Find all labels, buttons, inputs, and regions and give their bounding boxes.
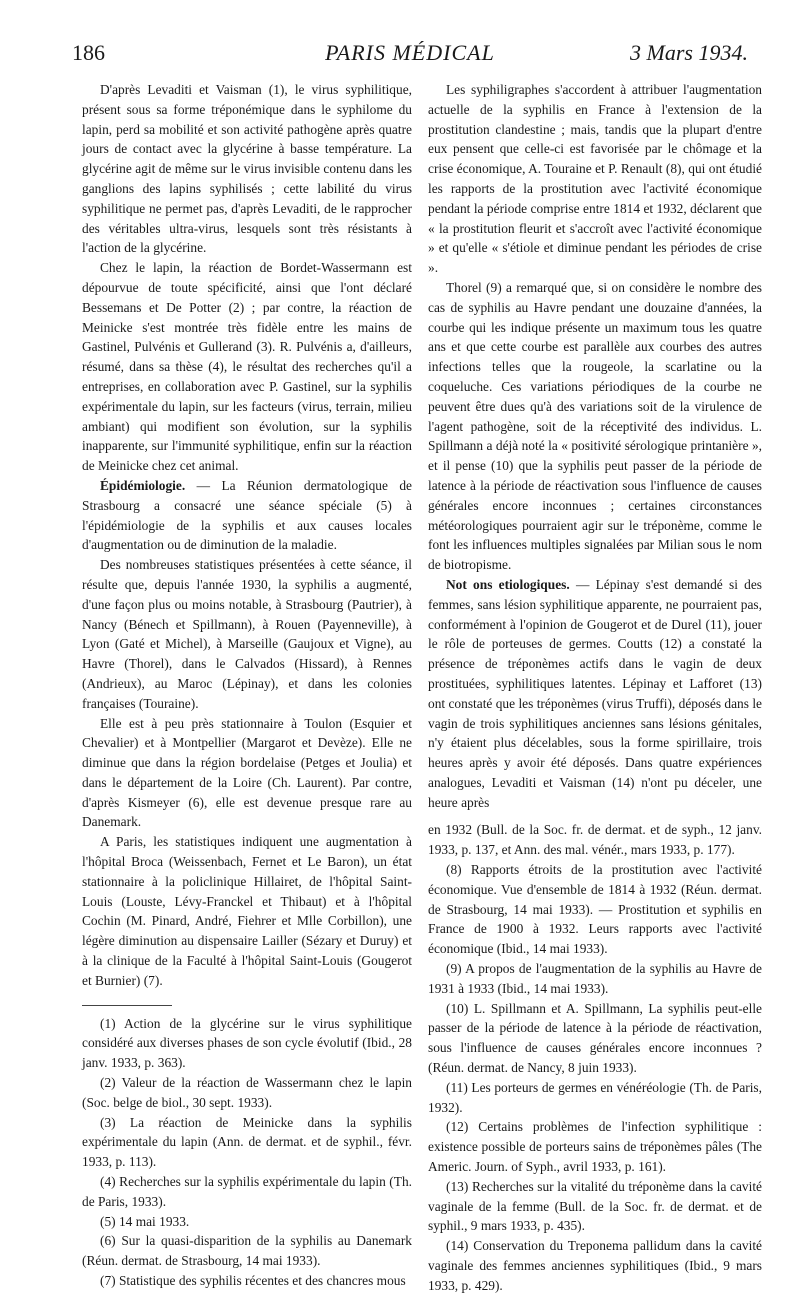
page-number: 186: [72, 40, 105, 65]
footnote: (2) Valeur de la réaction de Wassermann chez le lapin (Soc. belge de biol., 30 sept. 1933).: [82, 1075, 412, 1110]
footnote-divider: [82, 1005, 172, 1006]
issue-date: 3 Mars 1934.: [630, 40, 748, 65]
footnote: (13) Recherches sur la vitalité du tréponème dans la cavité vaginale de la femme (Bull. de la Soc. fr. de dermat. et de syphil., 9 mars 1933, p. 435).: [428, 1178, 762, 1234]
footnote: (11) Les porteurs de germes en vénéréologie (Th. de Paris, 1932).: [428, 1079, 762, 1115]
paragraph: Elle est à peu près stationnaire à Toulon (Esquier et Chevalier) et à Montpellier (Margarot et Devèze). Elle ne diminue que dans la région bordelaise (Petges et Joulia) et dans le département de la Loire (Ch. Laurent). Par contre, d'après Kismeyer (6), elle est devenue presque rare au Danemark.: [82, 715, 412, 830]
footnote: (7) Statistique des syphilis récentes et des chancres mous: [100, 1273, 406, 1289]
footnote: (9) A propos de l'augmentation de la syphilis au Havre de 1931 à 1933 (Ibid., 14 mai 1933).: [428, 961, 762, 996]
paragraph: Des nombreuses statistiques présentées à cette séance, il résulte que, depuis l'année 1930, la syphilis a augmenté, d'une façon plus ou moins notable, à Strasbourg (Pautrier), à Nancy (Bénech et Spillmann), à Rouen (Payenneville), à Lyon (Gaté et Michel), à Marseille (Gaujoux et Vigne), au Havre (Thorel), dans le Calvados (Hissard), à Rennes (Andrieux), au Maroc (Lépinay), et dans les colonies françaises (Touraine).: [82, 557, 412, 711]
paragraph: D'après Levaditi et Vaisman (1), le virus syphilitique, présent sous sa forme tréponémique dans le syphilome du lapin, perd sa mobilité et son activité pathogène après quatre jours de contact avec la glycérine à basse température. La glycérine agit de même sur le virus invisible contenu dans les ganglions des lapins syphilisés ; cette labilité du virus syphilitique ne permet pas, d'après Levaditi, de le rapprocher des véritables ultra-virus, lesquels sont très résistants à l'action de la glycérine.: [82, 82, 412, 256]
paragraph: A Paris, les statistiques indiquent une augmentation à l'hôpital Broca (Weissenbach, Fernet et Le Baron), un état stationnaire à la policlinique Hillairet, de l'hôpital Saint-Louis (Louste, Lévy-Franckel et Thibaut) et à l'hôpital Cochin (M. Pinard, André, Fiehrer et Mlle Corbillon), une légère diminution au dispensaire Lailler (Sézary et Duruy) et à la clinique de la Faculté à l'hôpital Saint-Louis (Gougerot et Burnier) (7).: [82, 834, 412, 988]
paragraph: Chez le lapin, la réaction de Bordet-Wassermann est dépourvue de toute spécificité, ainsi que l'ont déclaré Bessemans et De Potter (2) ; par contre, la réaction de Meinicke s'est montrée très fidèle entre les mains de Gastinel, Pulvénis et Gullerand (3). R. Pulvénis a, d'ailleurs, résumé, dans sa thèse (4), le résultat des recherches qu'il a entreprises, en collaboration avec P. Gastinel, sur la syphilis expérimentale du lapin, sur les facteurs (virus, terrain, milieu ambiant) qui modifient son évolution, sur la syphilis inapparente, sur l'immunité syphilitique, enfin sur la réaction de Meinicke chez cet animal.: [82, 260, 412, 474]
paragraph: Les syphiligraphes s'accordent à attribuer l'augmentation actuelle de la syphilis en France à l'extension de la prostitution clandestine ; mais, tandis que la plupart d'entre eux pensent que celle-ci est favorisée par le chômage et la crise économique, A. Touraine et P. Renault (8), qui ont étudié les rapports de la prostitution avec l'activité économique pendant la période comprise entre 1814 et 1932, déclarent que « la prostitution fleurit et s'accroît avec l'activité économique » et qu'elle « s'étiole et diminue pendant les périodes de crise ».: [428, 82, 762, 276]
footnote-continuation: en 1932 (Bull. de la Soc. fr. de dermat. et de syph., 12 janv. 1933, p. 137, et Ann. des mal. vénér., mars 1933, p. 177).: [428, 822, 762, 858]
left-column: [82, 80, 412, 1291]
right-column: [428, 80, 762, 1296]
footnote: (4) Recherches sur la syphilis expérimentale du lapin (Th. de Paris, 1933).: [82, 1174, 412, 1209]
footnote: (12) Certains problèmes de l'infection syphilitique : existence possible de porteurs sains de tréponèmes pâles (The Americ. Journ. of Syph., avril 1933, p. 161).: [428, 1119, 762, 1175]
paragraph: Thorel (9) a remarqué que, si on considère le nombre des cas de syphilis au Havre pendant une douzaine d'années, la courbe qui les indique présente un maximum tous les quatre ans et que cette courbe est parallèle aux courbes des autres infections telles que la rougeole, la scarlatine ou la coqueluche. Ces variations périodiques de la courbe ne peuvent être dues qu'à des variations soit de la virulence de l'agent pathogène, soit de la réceptivité des individus. L. Spillmann a déjà noté la « positivité sérologique printanière », et il pense (10) que la syphilis peut passer de la période de latence à la période de réactivation sous l'influence de causes générales encore inconnues ; certaines circonstances météorologiques pourraient agir sur le tréponème, comme le font les influences multiples signalées par Milian sous le nom de biotropisme.: [428, 279, 762, 573]
footnote: (1) Action de la glycérine sur le virus syphilitique considéré aux diverses phases de son cycle évolutif (Ibid., 28 janv. 1933, p. 363).: [82, 1015, 412, 1071]
section-heading: Épidémiologie.: [100, 477, 186, 493]
page-header: [72, 40, 748, 70]
footnote: (14) Conservation du Treponema pallidum dans la cavité vaginale des femmes anciennes syphilitiques (Ibid., 9 mars 1933, p. 429).: [428, 1238, 762, 1293]
journal-title: PARIS MÉDICAL: [325, 40, 495, 65]
footnote: (6) Sur la quasi-disparition de la syphilis au Danemark (Réun. dermat. de Strasbourg, 14 mai 1933).: [82, 1233, 412, 1269]
paragraph: Not ons etiologiques. — Lépinay s'est demandé si des femmes, sans lésion syphilitique apparente, ne pourraient pas, conformément à l'opinion de Gougerot et de Durel (11), jouer le rôle de porteuses de germes. Coutts (12) a constaté la présence de tréponèmes actifs dans le vagin de deux prostituées, syphilitiques latentes. Lépinay et Lafforet (13) ont constaté que les tréponèmes (virus Truffi), déposés dans le vagin de trois syphilitiques anciennes sans lésions génitales, n'y étaient plus décelables, sous la forme spirillaire, trois heures après y avoir été déposés. Dans quatre expériences analogues, Levaditi et Vaisman (14) n'ont pu déceler, une heure après: [428, 576, 762, 810]
paragraph: Épidémiologie. — La Réunion dermatologique de Strasbourg a consacré une séance spéciale (5) à l'épidémiologie de la syphilis et aux causes locales d'augmentation ou de diminution de la maladie.: [82, 477, 412, 553]
footnote: (5) 14 mai 1933.: [100, 1213, 190, 1229]
section-heading: Not ons etiologiques.: [446, 576, 570, 592]
footnote: (3) La réaction de Meinicke dans la syphilis expérimentale du lapin (Ann. de dermat. et de syphil., févr. 1933, p. 113).: [82, 1114, 412, 1170]
footnote: (10) L. Spillmann et A. Spillmann, La syphilis peut-elle passer de la période de latence à la période de réactivation, sous l'influence de causes générales encore inconnues ? (Réun. dermat. de Nancy, 8 juin 1933).: [428, 1000, 762, 1076]
footnote: (8) Rapports étroits de la prostitution avec l'activité économique. Vue d'ensemble de 1814 à 1932 (Réun. dermat. de Strasbourg, 14 mai 1933). — Prostitution et syphilis en France de 1900 à 1932. Leurs rapports avec l'activité économique (Ibid., 14 mai 1933).: [428, 862, 762, 957]
